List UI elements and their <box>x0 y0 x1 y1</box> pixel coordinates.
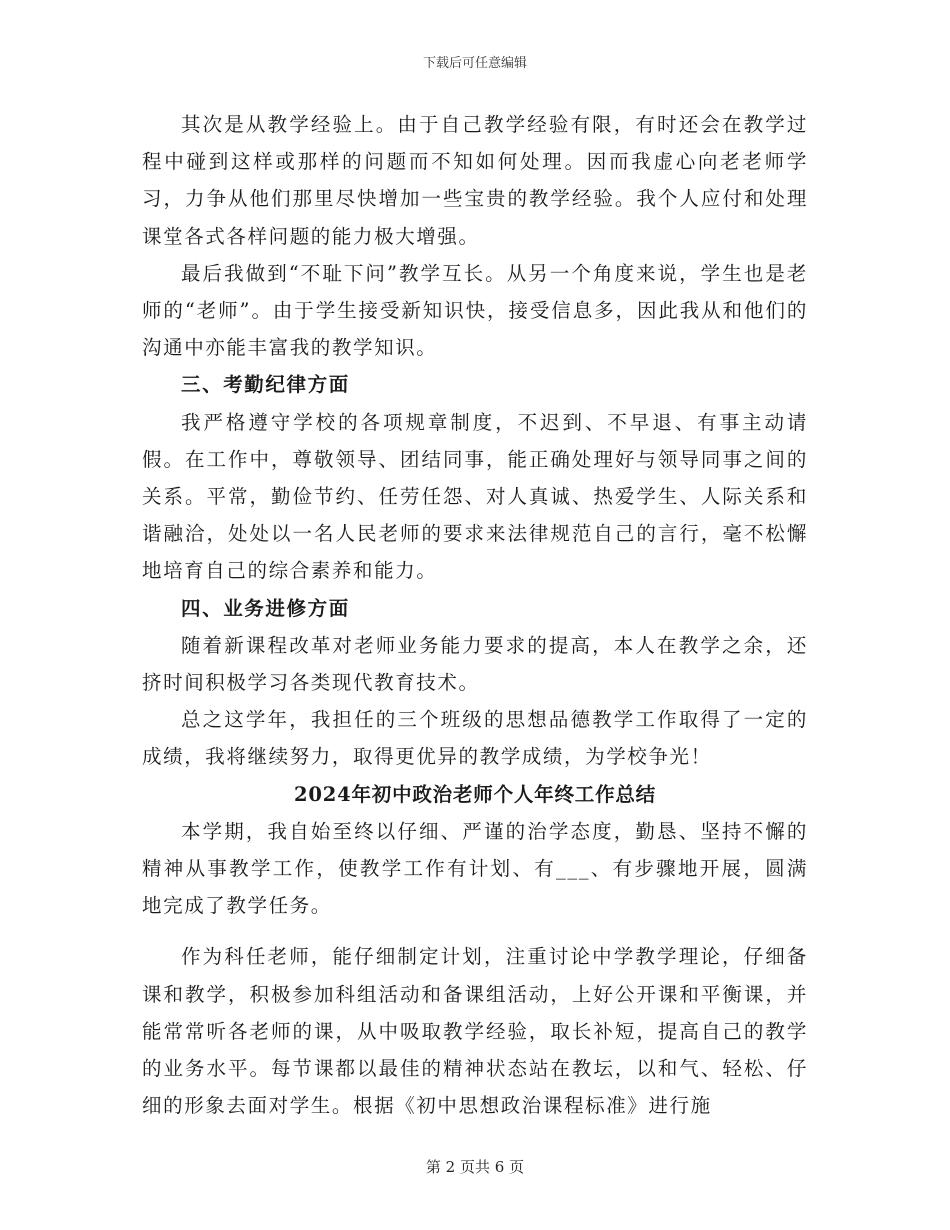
page-number: 第 2 页共 6 页 <box>425 1158 525 1176</box>
paragraph-gap <box>142 924 808 938</box>
paragraph: 作为科任老师，能仔细制定计划，注重讨论中学教学理论，仔细备课和教学，积极参加科组活动和备课组活动，上好公开课和平衡课，并能常常听各老师的课，从中吸取教学经验，取长补短，提高自己的教学的业务水平。每节课都以最佳的精神状态站在教坛，以和气、轻松、仔细的形象去面对学生。根据《初中思想政治课程标准》进行施 <box>142 945 808 1118</box>
paragraph: 随着新课程改革对老师业务能力要求的提高，本人在教学之余，还挤时间积极学习各类现代教育技术。 <box>142 633 808 695</box>
paragraph: 其次是从教学经验上。由于自己教学经验有限，有时还会在教学过程中碰到这样或那样的问题而不知如何处理。因而我虚心向老老师学习，力争从他们那里尽快增加一些宝贵的教学经验。我个人应付和处理课堂各式各样问题的能力极大增强。 <box>142 113 808 248</box>
page-header: 下载后可任意编辑 <box>422 56 527 71</box>
paragraph: 本学期，我自始至终以仔细、严谨的治学态度，勤恳、坚持不懈的精神从事教学工作，使教学工作有计划、有___、有步骤地开展，圆满地完成了教学任务。 <box>142 819 808 918</box>
paragraph: 我严格遵守学校的各项规章制度，不迟到、不早退、有事主动请假。在工作中，尊敬领导、团结同事，能正确处理好与领导同事之间的关系。平常，勤俭节约、任劳任怨、对人真诚、热爱学生、人际关系和谐融洽，处处以一名人民老师的要求来法律规范自己的言行，毫不松懈地培育自己的综合素养和能力。 <box>142 410 808 583</box>
section-heading: 四、业务进修方面 <box>181 596 350 620</box>
paragraph: 总之这学年，我担任的三个班级的思想品德教学工作取得了一定的成绩，我将继续努力，取得更优异的教学成绩，为学校争光！ <box>142 708 808 769</box>
section-heading: 三、考勤纪律方面 <box>181 373 350 397</box>
document-body <box>142 106 808 1124</box>
paragraph: 最后我做到“不耻下问”教学互长。从另一个角度来说，学生也是老师的“老师”。由于学生接受新知识快，接受信息多，因此我从和他们的沟通中亦能丰富我的教学知识。 <box>142 261 808 360</box>
document-title: 2024年初中政治老师个人年终工作总结 <box>294 782 656 806</box>
